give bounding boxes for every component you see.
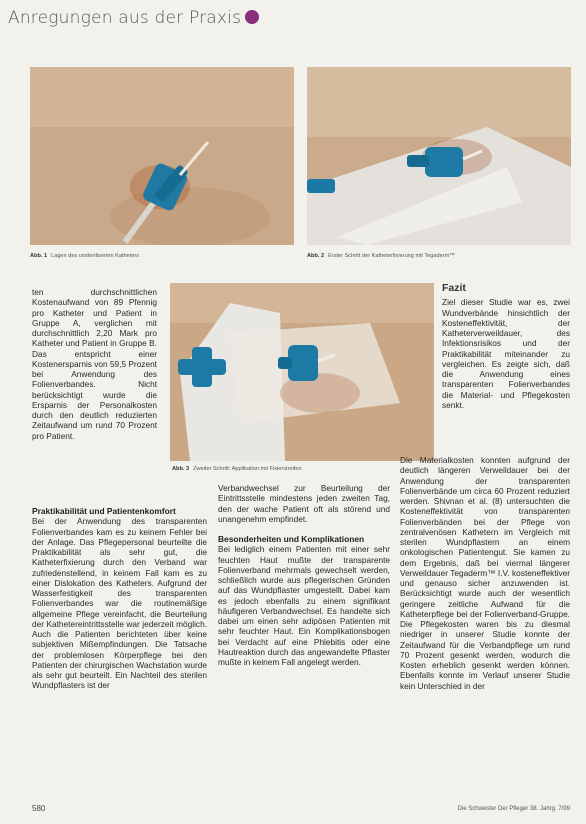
figure-1-caption [30, 253, 139, 259]
figure-2-photo [307, 67, 571, 245]
header-title: Anregungen aus der Praxis [8, 8, 242, 28]
fazit-paragraph: Ziel dieser Studie war es, zwei Wundverbände hinsichtlich der Kosteneffektivität, der Katheterverweildauer, des Infektionsrisikos und der Praktikabilität miteinander zu vergleichen. Es zeigte sich, daß die Anwendung eines transparenten Folienverbandes die Material- und Pflegekosten senkt. [442, 297, 570, 410]
figure-3-photo [170, 283, 434, 461]
left-section-heading: Praktikabilität und Patientenkomfort [32, 506, 176, 516]
page-number: 580 [32, 804, 46, 813]
middle-column [218, 483, 390, 667]
fazit-heading: Fazit [442, 282, 466, 294]
page-header [8, 8, 259, 28]
figure-3-number: Abb. 3 [172, 466, 190, 472]
figure-1-text: Lagen des unsteriliserten Katheters [51, 253, 140, 259]
left-column-top [32, 287, 157, 441]
figure-1-number: Abb. 1 [30, 253, 48, 259]
middle-bottom-paragraph: Bei lediglich einem Patienten mit einer sehr feuchten Haut mußte der transparente Folienverband mehrmals gewechselt werden, schließlich wurde aus pflegerischen Gründen auf das Wundpflaster umgestellt. Dabei kam es jedoch ebenfalls zu einem signifikant häufigeren Verbandwechsel. Es handelte sich dabei um einen sehr adipösen Patienten mit sehr feuchter Haut. Ein Komplikationsbogen bei Verdacht auf eine Phlebitis oder eine Hautreaktion durch das angewandelte Pflaster mußte in keinem Fall angelegt werden. [218, 544, 390, 668]
middle-section-heading: Besonderheiten und Komplikationen [218, 534, 365, 544]
figure-2-number: Abb. 2 [307, 253, 325, 259]
left-top-paragraph: ten durchschnittlichen Kostenaufwand von 89 Pfennig pro Katheter und Patient in Gruppe A, verglichen mit durchschnittlich 2,20 Mark pro Katheter und Patient in Gruppe B. Das entspricht einer Kostenersparnis von 59,5 Prozent bei Anwendung des Folienverbandes. Nicht berücksichtigt wurde die Ersparnis der Personalkosten durch den deutlich reduzierten Zeitaufwand um rund 70 Prozent pro Patient. [32, 287, 157, 441]
header-dot-icon [245, 10, 259, 24]
right-bottom-paragraph: Die Materialkosten konnten aufgrund der deutlich längeren Verweildauer bei der Anwendung der transparenten Folienverbände um circa 60 Prozent reduziert werden. Shivnan et al. (8) untersuchten die Kosteneffektivität von transparenten Folienverbänden bei der Pflege von zentralvenösen Kathetern im Vergleich mit sterilen Wundpflastern an einem onkologischen Patientengut. Sie kamen zu dem Ergebnis, daß bei viermal längerer Verweildauer Tegaderm™ I.V. kosteneffektiver und genauso sicher anzuwenden ist. Berücksichtigt wurde auch der wesentlich geringere zeitliche Aufwand für die Katheterpflege bei der Folienverband-Gruppe. Die Pflegekosten waren bis zu diesmal niedriger in unserer Studie konnte der Zeitaufwand für die Verbandpflege um rund 70 Prozent gesenkt werden, wodurch die Kosten erheblich gesenkt werden können. Ebenfalls konnte im Verlauf unserer Studie kein Unterschied in der [400, 455, 570, 691]
right-column-bottom [400, 455, 570, 691]
journal-footer: Die Schwester Der Pfleger 38. Jahrg. 7/99 [457, 806, 570, 812]
figure-1-photo [30, 67, 294, 245]
figure-3-text: Zweiter Schritt: Applikation mit Fixierstreifen [193, 466, 302, 472]
middle-top-paragraph: Verbandwechsel zur Beurteilung der Eintrittsstelle mindestens jeden zweiten Tag, den der wache Patient oft als störend und unangenehm empfindet. [218, 483, 390, 524]
left-bottom-paragraph: Bei der Anwendung des transparenten Folienverbandes kam es zu keinem Fehler bei der Anlage. Das Pflegepersonal beurteilte die Praktikabilität als sehr gut, die Katheterfixierung durch den Verband war zufriedenstellend, in keinem Fall kam es zu einer Dislokation des Katheters. Aufgrund der Wasserfestigkeit des transparenten Folienverbandes war die routinemäßige allgemeine Pflege vereinfacht, die Beurteilung der Kathetereintrittsstelle war jederzeit möglich. Auch die Patienten berichteten über keine subjektiven Mißempfindungen. Die Tatsache der problemlosen Körperpflege bei den Patienten der chirurgischen Wachstation wurde als sehr gut beurteilt. Ein Nachteil des sterilen Wundpflasters ist der [32, 516, 207, 691]
figure-2-text: Erster Schritt der Katheterfixierung mit Tegaderm™ [328, 253, 455, 259]
left-column-bottom [32, 506, 207, 691]
figure-3-caption [172, 466, 302, 472]
right-column-top [442, 283, 570, 410]
figure-2-caption [307, 253, 455, 259]
